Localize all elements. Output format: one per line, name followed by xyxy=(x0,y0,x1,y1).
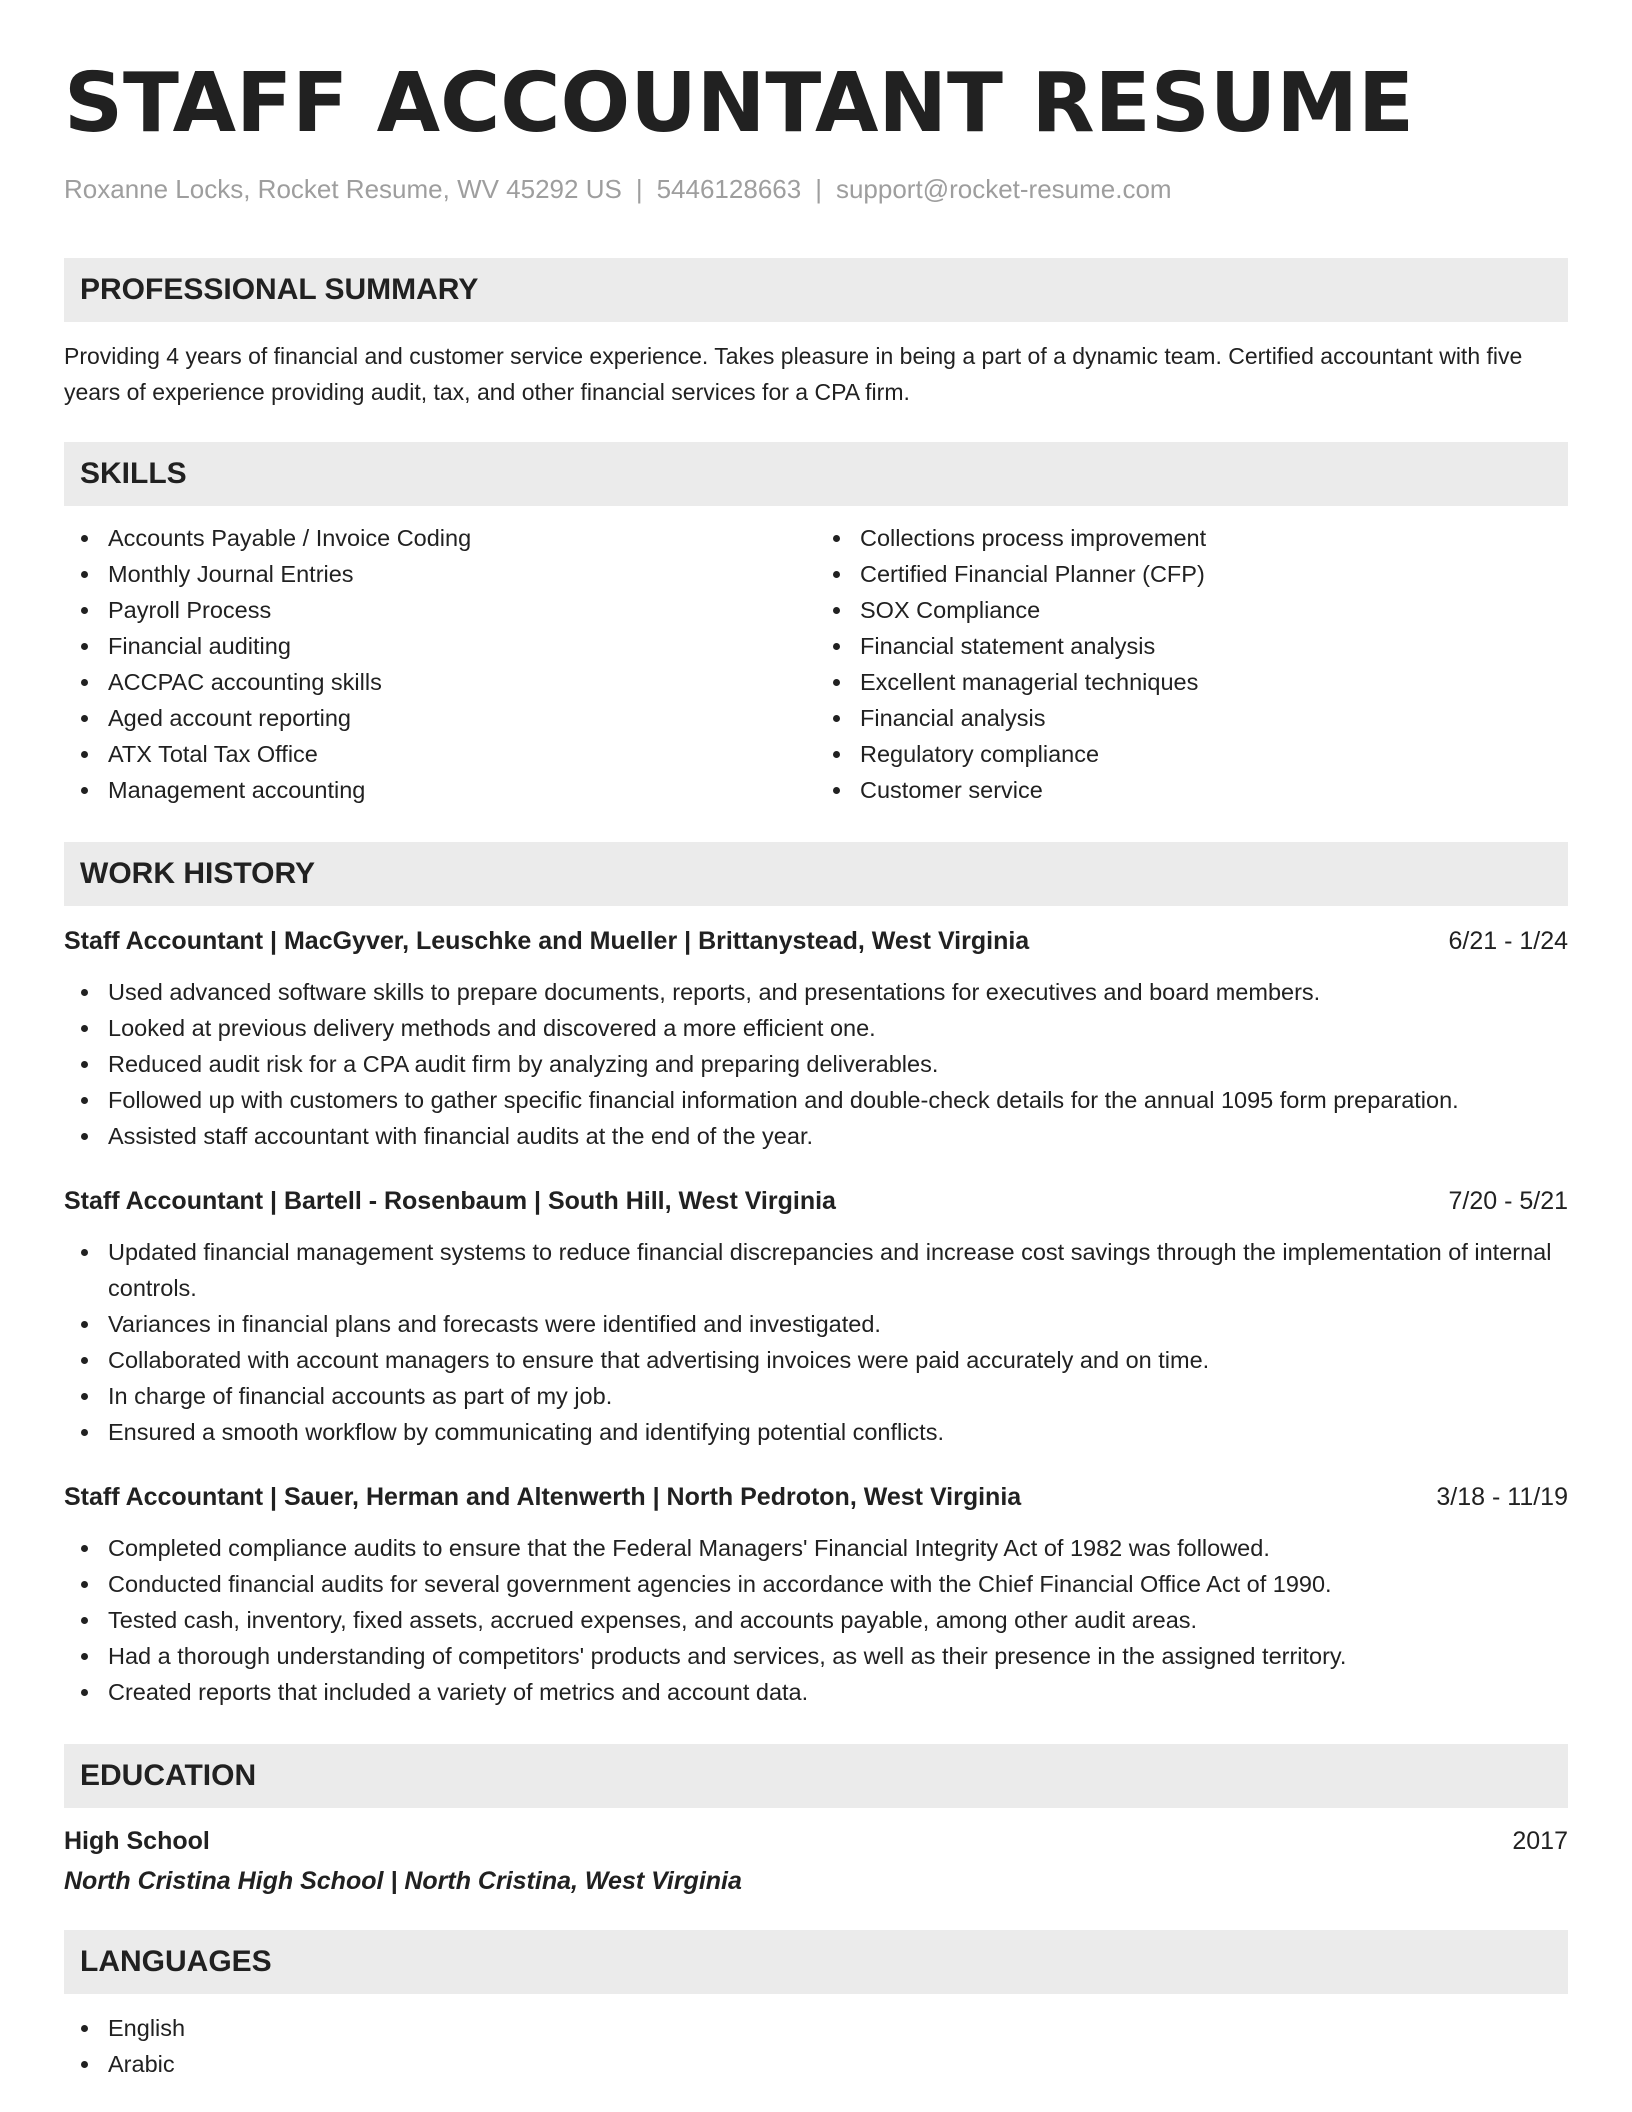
job-header xyxy=(64,924,1568,958)
job-bullet: Collaborated with account managers to ensure that advertising invoices were paid accurately and on time. xyxy=(64,1342,1568,1378)
education-heading: EDUCATION xyxy=(64,1744,1568,1808)
languages-heading: LANGUAGES xyxy=(64,1930,1568,1994)
job-bullet: Created reports that included a variety of metrics and account data. xyxy=(64,1674,1568,1710)
job-bullet: Conducted financial audits for several government agencies in accordance with the Chief Financial Office Act of 1990. xyxy=(64,1566,1568,1602)
education-section xyxy=(64,1744,1568,1898)
skill-item: Financial statement analysis xyxy=(816,628,1568,664)
job-bullet: Ensured a smooth workflow by communicating and identifying potential conflicts. xyxy=(64,1414,1568,1450)
language-item: English xyxy=(64,2010,1568,2046)
skill-item: Financial analysis xyxy=(816,700,1568,736)
skill-item: Payroll Process xyxy=(64,592,816,628)
skill-item: Customer service xyxy=(816,772,1568,808)
skills-heading: SKILLS xyxy=(64,442,1568,506)
skill-item: ATX Total Tax Office xyxy=(64,736,816,772)
job-date: 7/20 - 5/21 xyxy=(1448,1187,1568,1215)
contact-email: support@rocket-resume.com xyxy=(835,174,1172,204)
skill-item: Excellent managerial techniques xyxy=(816,664,1568,700)
skill-item: ACCPAC accounting skills xyxy=(64,664,816,700)
job-header xyxy=(64,1184,1568,1218)
job-bullet: Had a thorough understanding of competitors' products and services, as well as their presence in the assigned territory. xyxy=(64,1638,1568,1674)
skill-item: Monthly Journal Entries xyxy=(64,556,816,592)
summary-text: Providing 4 years of financial and customer service experience. Takes pleasure in being a part of a dynamic team. Certified accountant with five years of experience providing audit, tax, and other financial services for a CPA firm. xyxy=(64,343,1523,405)
language-item: Arabic xyxy=(64,2046,1568,2082)
work-heading: WORK HISTORY xyxy=(64,842,1568,906)
skill-item: Certified Financial Planner (CFP) xyxy=(816,556,1568,592)
languages-list xyxy=(64,2010,1568,2082)
job-bullet: Variances in financial plans and forecasts were identified and investigated. xyxy=(64,1306,1568,1342)
skills-list-left xyxy=(64,520,816,808)
skill-item: Accounts Payable / Invoice Coding xyxy=(64,520,816,556)
skills-section xyxy=(64,442,1568,808)
job-entry xyxy=(64,1184,1568,1450)
summary-section xyxy=(64,258,1568,410)
job-bullets xyxy=(64,1234,1568,1450)
job-header xyxy=(64,1480,1568,1514)
skills-list-right xyxy=(816,520,1568,808)
summary-heading: PROFESSIONAL SUMMARY xyxy=(64,258,1568,322)
job-bullet: Assisted staff accountant with financial audits at the end of the year. xyxy=(64,1118,1568,1154)
job-title: Staff Accountant | MacGyver, Leuschke and Mueller | Brittanystead, West Virginia xyxy=(64,927,1030,955)
skill-item: Management accounting xyxy=(64,772,816,808)
education-entry xyxy=(64,1824,1568,1898)
skill-item: Aged account reporting xyxy=(64,700,816,736)
job-bullet: Used advanced software skills to prepare documents, reports, and presentations for executives and board members. xyxy=(64,974,1568,1010)
languages-section xyxy=(64,1930,1568,2082)
work-section xyxy=(64,842,1568,1710)
resume-title: STAFF ACCOUNTANT RESUME xyxy=(64,56,1414,151)
contact-separator: | xyxy=(815,174,822,204)
skills-grid xyxy=(64,520,1568,808)
skill-item: Collections process improvement xyxy=(816,520,1568,556)
job-bullet: Looked at previous delivery methods and discovered a more efficient one. xyxy=(64,1010,1568,1046)
job-entry xyxy=(64,1480,1568,1710)
job-title: Staff Accountant | Sauer, Herman and Altenwerth | North Pedroton, West Virginia xyxy=(64,1483,1022,1511)
skill-item: Regulatory compliance xyxy=(816,736,1568,772)
job-bullets xyxy=(64,1530,1568,1710)
skill-item: Financial auditing xyxy=(64,628,816,664)
contact-line xyxy=(64,172,1568,206)
education-school: North Cristina High School | North Cristina, West Virginia xyxy=(64,1867,742,1895)
job-bullet: Updated financial management systems to reduce financial discrepancies and increase cost savings through the implementation of internal controls. xyxy=(64,1234,1568,1306)
skill-item: SOX Compliance xyxy=(816,592,1568,628)
job-bullets xyxy=(64,974,1568,1154)
job-bullet: Reduced audit risk for a CPA audit firm by analyzing and preparing deliverables. xyxy=(64,1046,1568,1082)
education-degree: High School xyxy=(64,1827,210,1855)
education-date: 2017 xyxy=(1512,1827,1568,1855)
job-date: 3/18 - 11/19 xyxy=(1436,1483,1568,1511)
education-header xyxy=(64,1824,1568,1858)
job-entry xyxy=(64,924,1568,1154)
contact-address: Roxanne Locks, Rocket Resume, WV 45292 US xyxy=(64,174,622,204)
job-bullet: Followed up with customers to gather specific financial information and double-check details for the annual 1095 form preparation. xyxy=(64,1082,1568,1118)
contact-phone: 5446128663 xyxy=(656,174,802,204)
job-bullet: In charge of financial accounts as part of my job. xyxy=(64,1378,1568,1414)
contact-separator: | xyxy=(635,174,643,204)
job-bullet: Completed compliance audits to ensure that the Federal Managers' Financial Integrity Act of 1982 was followed. xyxy=(64,1530,1568,1566)
job-title: Staff Accountant | Bartell - Rosenbaum | South Hill, West Virginia xyxy=(64,1187,836,1215)
job-bullet: Tested cash, inventory, fixed assets, accrued expenses, and accounts payable, among other audit areas. xyxy=(64,1602,1568,1638)
job-date: 6/21 - 1/24 xyxy=(1448,927,1568,955)
